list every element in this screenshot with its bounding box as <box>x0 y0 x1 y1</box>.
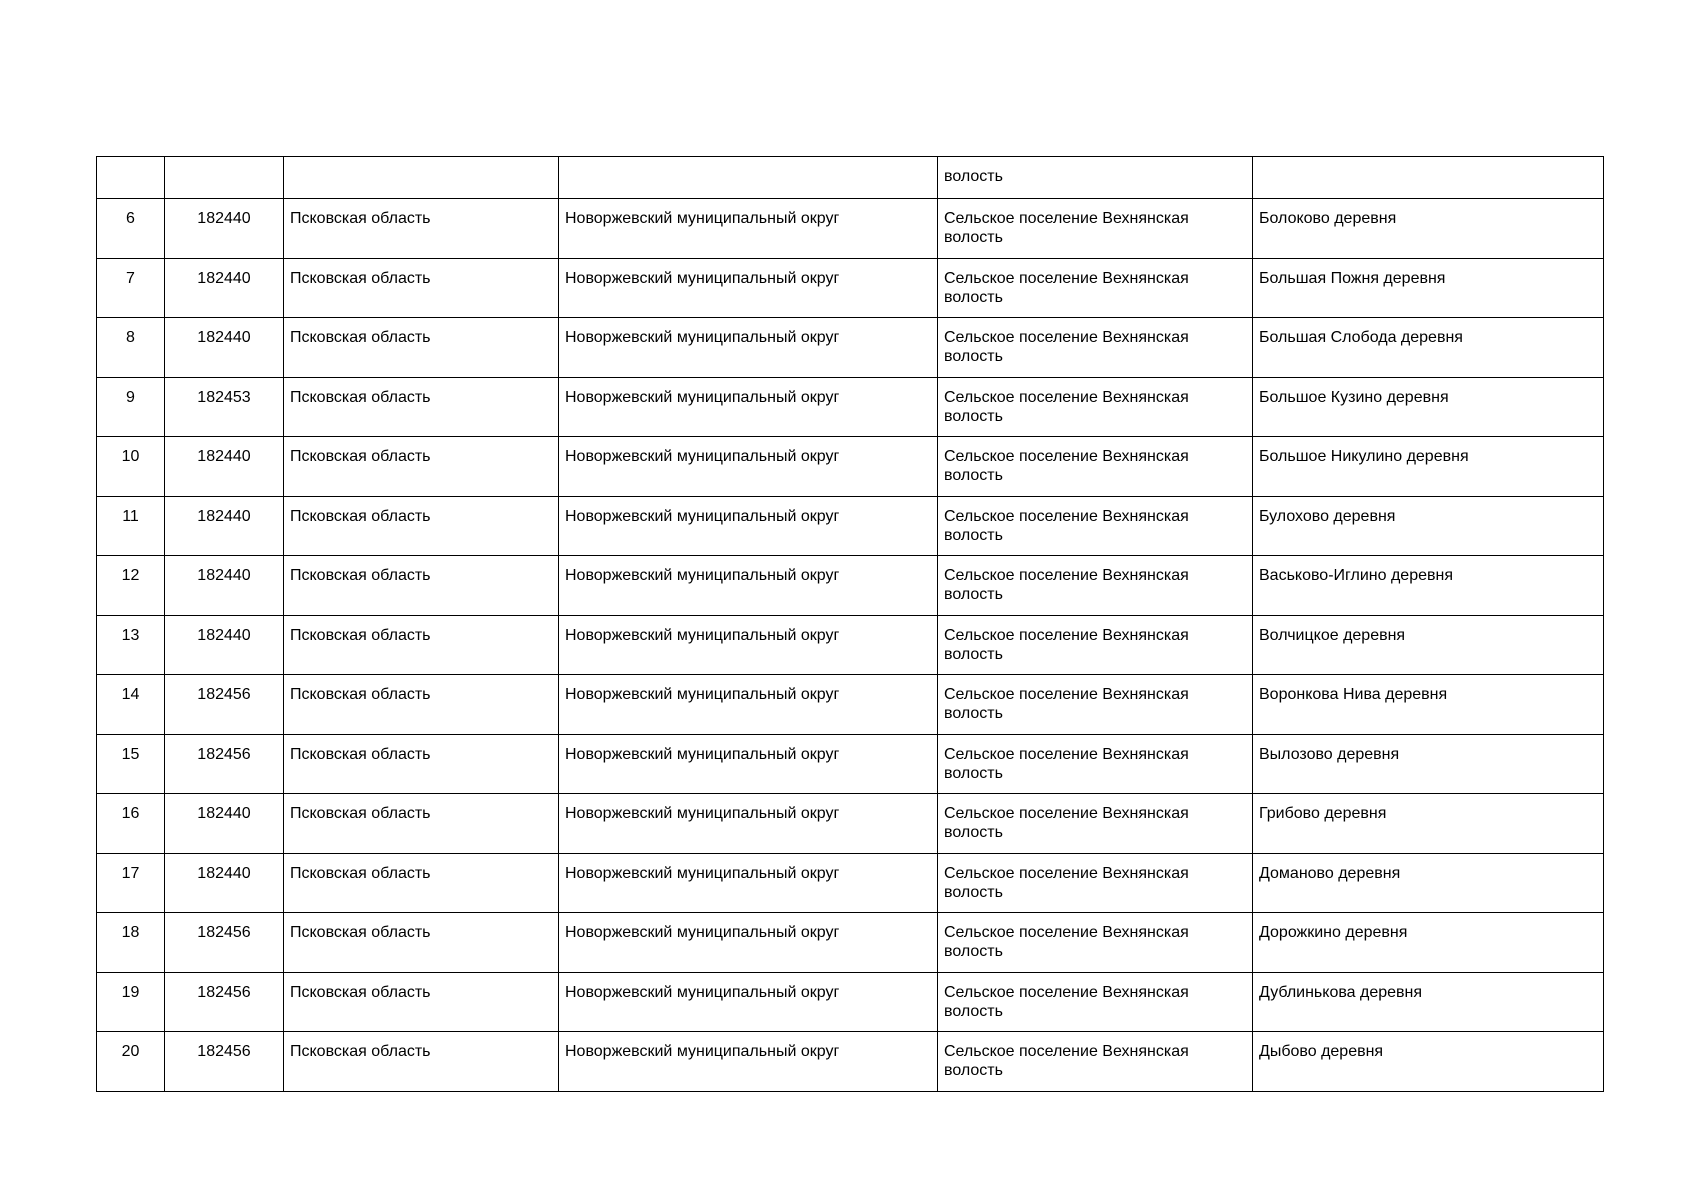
cell-locality: Большая Слобода деревня <box>1253 318 1604 378</box>
cell-region: Псковская область <box>284 1032 559 1092</box>
cell-number: 17 <box>97 853 165 913</box>
cell-district: Новоржевский муниципальный округ <box>559 556 938 616</box>
cell-settlement: Сельское поселение Вехнянская волость <box>938 318 1253 378</box>
cell-number: 7 <box>97 258 165 318</box>
cell-region: Псковская область <box>284 615 559 675</box>
cell-region: Псковская область <box>284 794 559 854</box>
table-row <box>97 734 1604 794</box>
cell-settlement: Сельское поселение Вехнянская волость <box>938 496 1253 556</box>
cell-number: 12 <box>97 556 165 616</box>
cell-settlement: Сельское поселение Вехнянская волость <box>938 615 1253 675</box>
cell-postal-index: 182440 <box>165 496 284 556</box>
cell-settlement: Сельское поселение Вехнянская волость <box>938 556 1253 616</box>
cell-district: Новоржевский муниципальный округ <box>559 1032 938 1092</box>
cell-locality: Большое Никулино деревня <box>1253 437 1604 497</box>
cell-settlement: Сельское поселение Вехнянская волость <box>938 794 1253 854</box>
cell-locality: Болоково деревня <box>1253 199 1604 259</box>
table-row <box>97 496 1604 556</box>
cell-region: Псковская область <box>284 913 559 973</box>
table-row <box>97 1032 1604 1092</box>
table-row <box>97 258 1604 318</box>
cell-number: 6 <box>97 199 165 259</box>
cell-district: Новоржевский муниципальный округ <box>559 437 938 497</box>
cell-locality: Булохово деревня <box>1253 496 1604 556</box>
cell-number: 20 <box>97 1032 165 1092</box>
cell-number: 9 <box>97 377 165 437</box>
cell-district: Новоржевский муниципальный округ <box>559 853 938 913</box>
cell-number: 15 <box>97 734 165 794</box>
cell-district: Новоржевский муниципальный округ <box>559 615 938 675</box>
cell-region: Псковская область <box>284 199 559 259</box>
cell-settlement: Сельское поселение Вехнянская волость <box>938 1032 1253 1092</box>
cell-region: Псковская область <box>284 853 559 913</box>
cell-locality: Васьково-Иглино деревня <box>1253 556 1604 616</box>
cell-postal-index <box>165 157 284 199</box>
cell-locality: Грибово деревня <box>1253 794 1604 854</box>
cell-number: 14 <box>97 675 165 735</box>
cell-locality: Дублинькова деревня <box>1253 972 1604 1032</box>
cell-region: Псковская область <box>284 556 559 616</box>
cell-district: Новоржевский муниципальный округ <box>559 972 938 1032</box>
cell-settlement: Сельское поселение Вехнянская волость <box>938 199 1253 259</box>
cell-region: Псковская область <box>284 258 559 318</box>
cell-district: Новоржевский муниципальный округ <box>559 734 938 794</box>
cell-number: 19 <box>97 972 165 1032</box>
table-row-continued <box>97 157 1604 199</box>
cell-region: Псковская область <box>284 972 559 1032</box>
cell-number: 16 <box>97 794 165 854</box>
cell-postal-index: 182456 <box>165 734 284 794</box>
cell-postal-index: 182440 <box>165 437 284 497</box>
cell-locality: Дыбово деревня <box>1253 1032 1604 1092</box>
cell-settlement: Сельское поселение Вехнянская волость <box>938 377 1253 437</box>
cell-postal-index: 182453 <box>165 377 284 437</box>
cell-settlement: волость <box>938 157 1253 199</box>
cell-settlement: Сельское поселение Вехнянская волость <box>938 913 1253 973</box>
cell-postal-index: 182440 <box>165 853 284 913</box>
cell-locality: Волчицкое деревня <box>1253 615 1604 675</box>
cell-district: Новоржевский муниципальный округ <box>559 377 938 437</box>
cell-number: 18 <box>97 913 165 973</box>
cell-district: Новоржевский муниципальный округ <box>559 913 938 973</box>
cell-locality: Большая Пожня деревня <box>1253 258 1604 318</box>
cell-settlement: Сельское поселение Вехнянская волость <box>938 675 1253 735</box>
cell-settlement: Сельское поселение Вехнянская волость <box>938 437 1253 497</box>
cell-locality: Дорожкино деревня <box>1253 913 1604 973</box>
cell-district: Новоржевский муниципальный округ <box>559 496 938 556</box>
cell-postal-index: 182456 <box>165 972 284 1032</box>
cell-number: 13 <box>97 615 165 675</box>
cell-region: Псковская область <box>284 318 559 378</box>
cell-postal-index: 182440 <box>165 794 284 854</box>
cell-postal-index: 182440 <box>165 615 284 675</box>
cell-number: 8 <box>97 318 165 378</box>
settlements-table <box>96 156 1604 1092</box>
cell-settlement: Сельское поселение Вехнянская волость <box>938 972 1253 1032</box>
table-row <box>97 794 1604 854</box>
table-row <box>97 675 1604 735</box>
table-row <box>97 853 1604 913</box>
table-row <box>97 556 1604 616</box>
cell-postal-index: 182440 <box>165 318 284 378</box>
table-row <box>97 437 1604 497</box>
cell-postal-index: 182440 <box>165 199 284 259</box>
cell-locality <box>1253 157 1604 199</box>
cell-number <box>97 157 165 199</box>
cell-number: 10 <box>97 437 165 497</box>
cell-district: Новоржевский муниципальный округ <box>559 794 938 854</box>
cell-district: Новоржевский муниципальный округ <box>559 318 938 378</box>
table-row <box>97 615 1604 675</box>
cell-postal-index: 182440 <box>165 258 284 318</box>
table-row <box>97 318 1604 378</box>
cell-locality: Большое Кузино деревня <box>1253 377 1604 437</box>
cell-region: Псковская область <box>284 437 559 497</box>
table-row <box>97 377 1604 437</box>
cell-locality: Вылозово деревня <box>1253 734 1604 794</box>
cell-number: 11 <box>97 496 165 556</box>
cell-region: Псковская область <box>284 675 559 735</box>
cell-region <box>284 157 559 199</box>
cell-district <box>559 157 938 199</box>
cell-region: Псковская область <box>284 734 559 794</box>
cell-settlement: Сельское поселение Вехнянская волость <box>938 734 1253 794</box>
cell-district: Новоржевский муниципальный округ <box>559 258 938 318</box>
cell-settlement: Сельское поселение Вехнянская волость <box>938 853 1253 913</box>
cell-locality: Воронкова Нива деревня <box>1253 675 1604 735</box>
cell-district: Новоржевский муниципальный округ <box>559 675 938 735</box>
cell-region: Псковская область <box>284 377 559 437</box>
table-row <box>97 913 1604 973</box>
table-row <box>97 972 1604 1032</box>
cell-postal-index: 182456 <box>165 913 284 973</box>
cell-locality: Доманово деревня <box>1253 853 1604 913</box>
table-row <box>97 199 1604 259</box>
cell-district: Новоржевский муниципальный округ <box>559 199 938 259</box>
table-body <box>97 157 1604 1092</box>
cell-region: Псковская область <box>284 496 559 556</box>
cell-postal-index: 182456 <box>165 1032 284 1092</box>
cell-settlement: Сельское поселение Вехнянская волость <box>938 258 1253 318</box>
cell-postal-index: 182440 <box>165 556 284 616</box>
cell-postal-index: 182456 <box>165 675 284 735</box>
